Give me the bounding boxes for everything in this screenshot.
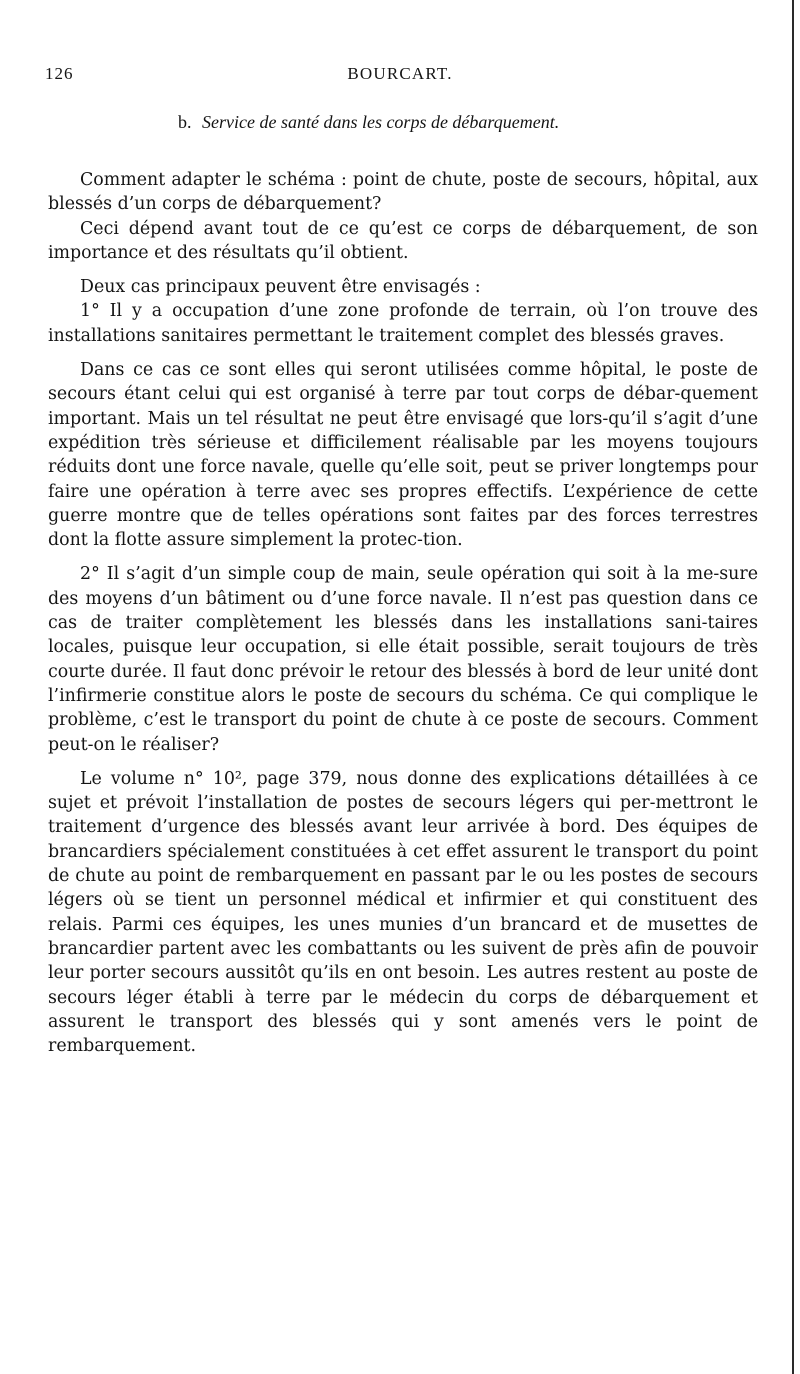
section-letter: b. xyxy=(178,112,192,132)
paragraph-4: 1° Il y a occupation d’une zone profonde de terrain, où l’on trouve des installations sanitaires permettant le traitement complet des blessés graves. xyxy=(48,301,758,346)
paragraph-7: Le volume n° 10², page 379, nous donne des explications détaillées à ce sujet et prévoit l’installation de postes de secours légers qui per-mettront le traitement d’urgence des blessés avant leur arrivée à bord. Des équipes de brancardiers spécialement constituées à cet effet assurent le transport du point de chute au point de rembarquement en passant par le ou les postes de secours légers où se tient un personnel médical et infirmier et qui constituent des relais. Parmi ces équipes, les unes munies d’un brancard et de musettes de brancardier partent avec les combattants ou les suivent de près afin de pouvoir leur porter secours aussitôt qu’ils en ont besoin. Les autres restent au poste de secours léger établi à terre par le médecin du corps de débarquement et assurent le transport des blessés qui y sont amenés vers le point de rembarquement. xyxy=(48,768,758,1057)
paragraph-5: Dans ce cas ce sont elles qui seront utilisées comme hôpital, le poste de secours étant celui qui est organisé à terre par tout corps de débar-quement important. Mais un tel résultat ne peut être envisagé que lors-qu’il s’agit d’une expédition très sérieuse et difficilement réalisable par les moyens toujours réduits dont une force navale, quelle qu’elle soit, peut se priver longtemps pour faire une opération à terre avec ses propres effectifs. L’expérience de cette guerre montre que de telles opérations sont faites par des forces terrestres dont la flotte assure simplement la protec-tion. xyxy=(48,360,758,551)
paragraph-2: Ceci dépend avant tout de ce qu’est ce corps de débarquement, de son importance et des résultats qu’il obtient. xyxy=(48,218,758,263)
paragraph-3: Deux cas principaux peuvent être envisagés : xyxy=(80,277,481,298)
section-title: Service de santé dans les corps de débarquement. xyxy=(202,112,560,132)
section-heading xyxy=(178,112,559,133)
running-title: BOURCART. xyxy=(347,64,453,83)
paragraph-6: 2° Il s’agit d’un simple coup de main, seule opération qui soit à la me-sure des moyens d’un bâtiment ou d’une force navale. Il n’est pas question dans ce cas de traiter complètement les blessés dans les installations sani-taires locales, puisque leur occupation, si elle était possible, serait toujours de très courte durée. Il faut donc prévoir le retour des blessés à bord de leur unité dont l’infirmerie constitue alors le poste de secours du schéma. Ce qui complique le problème, c’est le transport du point de chute à ce poste de secours. Comment peut-on le réaliser? xyxy=(48,564,758,755)
page-edge-line xyxy=(792,0,794,1374)
page-header xyxy=(45,64,755,88)
page-number: 126 xyxy=(45,64,74,83)
body-text xyxy=(48,168,758,1058)
paragraph-1: Comment adapter le schéma : point de chute, poste de secours, hôpital, aux blessés d’un corps de débarquement? xyxy=(48,170,758,215)
